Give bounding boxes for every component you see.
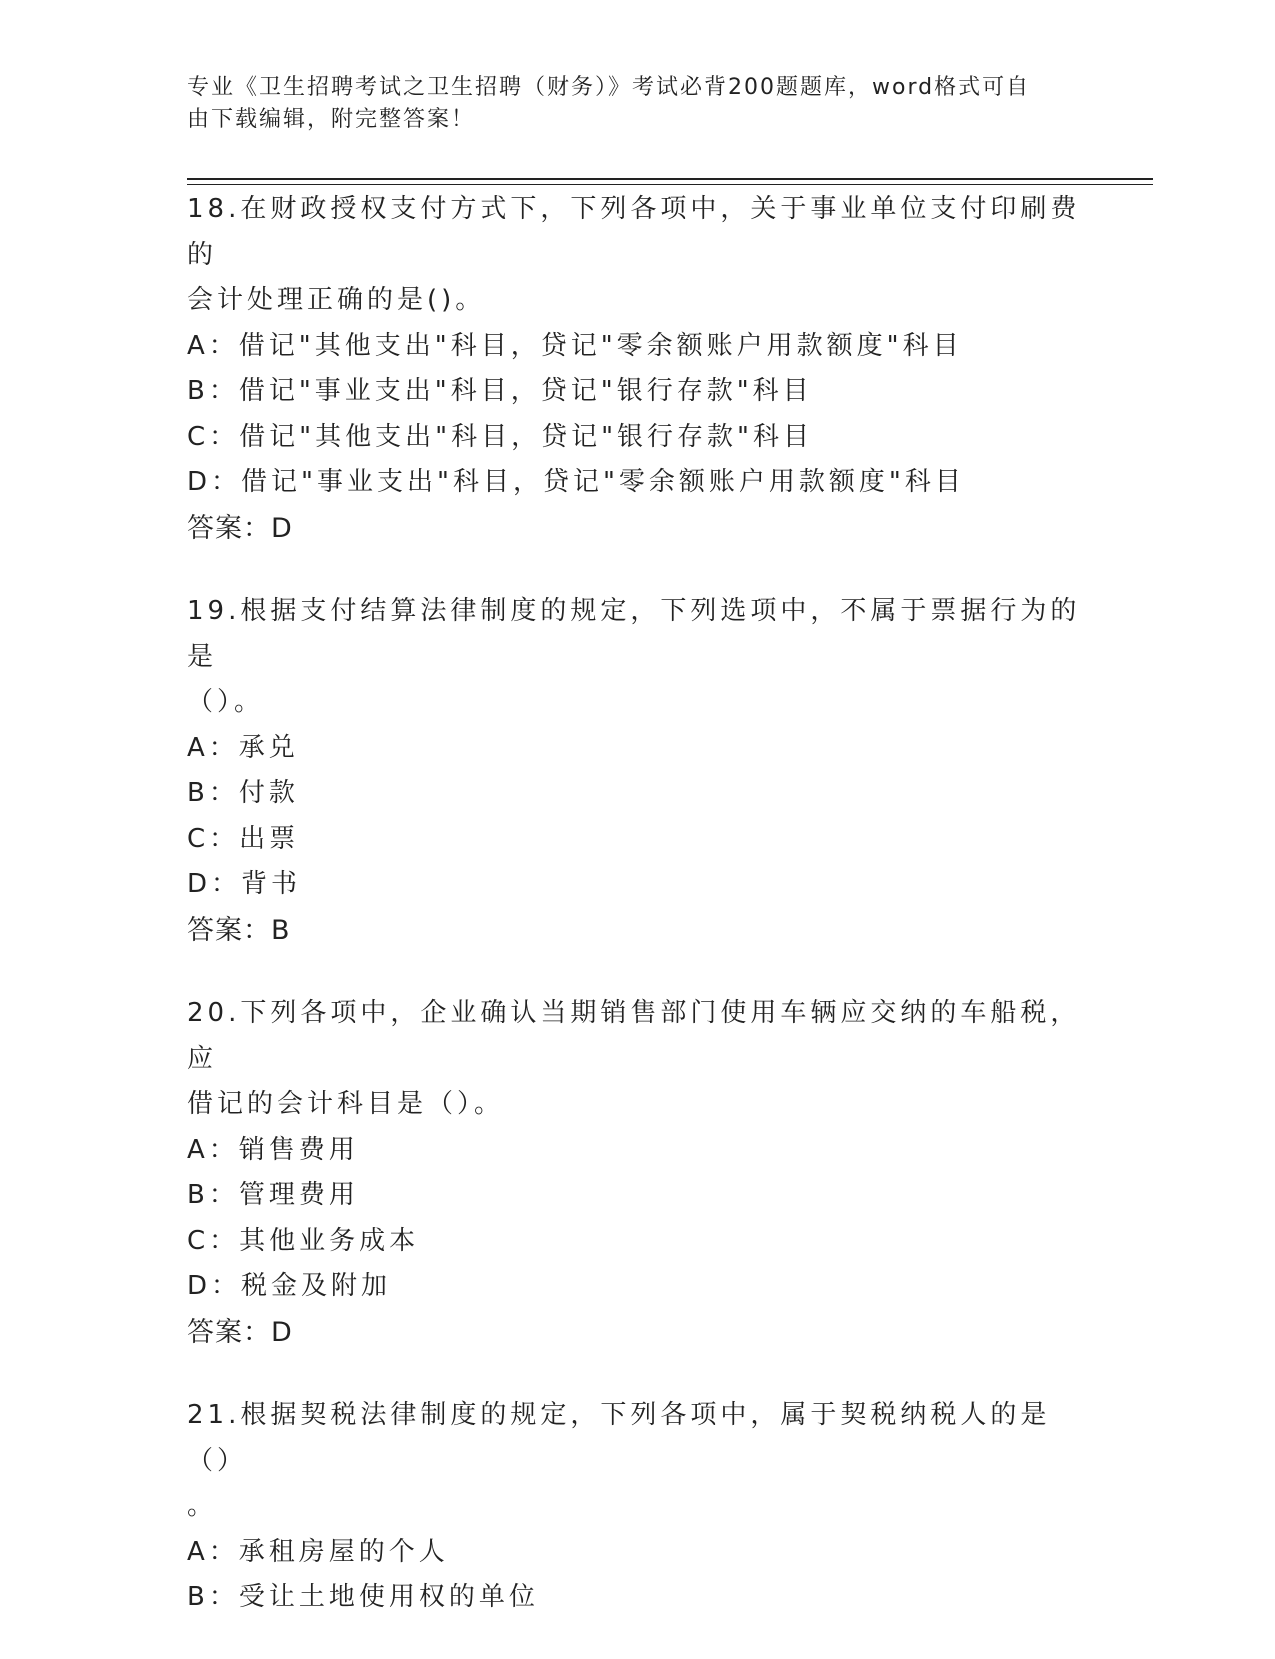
option-b: B：管理费用 bbox=[187, 1180, 359, 1210]
question-20 bbox=[187, 991, 1087, 1355]
header-divider-thick bbox=[187, 178, 1153, 180]
option-d: D：税金及附加 bbox=[187, 1271, 392, 1301]
question-stem-line: 18.在财政授权支付方式下，下列各项中，关于事业单位支付印刷费的 bbox=[187, 194, 1081, 270]
option-d: D：借记"事业支出"科目，贷记"零余额账户用款额度"科目 bbox=[187, 467, 965, 497]
question-stem-line: 21.根据契税法律制度的规定，下列各项中，属于契税纳税人的是（） bbox=[187, 1400, 1051, 1476]
question-stem bbox=[187, 991, 1087, 1128]
option-a: A：销售费用 bbox=[187, 1134, 359, 1165]
question-stem bbox=[187, 589, 1087, 726]
option-c: C：其他业务成本 bbox=[187, 1225, 420, 1256]
answer-line: 答案：D bbox=[187, 512, 293, 544]
question-18 bbox=[187, 187, 1087, 551]
header-line-1: 专业《卫生招聘考试之卫生招聘（财务）》考试必背200题题库，word格式可自 bbox=[187, 75, 1031, 100]
question-stem-line: 20.下列各项中，企业确认当期销售部门使用车辆应交纳的车船税，应 bbox=[187, 998, 1081, 1074]
question-list bbox=[187, 187, 1087, 1659]
option-c: C：出票 bbox=[187, 823, 300, 854]
answer-line: 答案：B bbox=[187, 914, 291, 946]
option-a: A：承租房屋的个人 bbox=[187, 1536, 449, 1567]
question-stem-line: （）。 bbox=[187, 687, 265, 717]
document-header bbox=[187, 72, 1067, 136]
option-b: B：付款 bbox=[187, 778, 299, 808]
question-stem-line: 。 bbox=[187, 1491, 218, 1521]
answer-line: 答案：D bbox=[187, 1316, 293, 1348]
header-divider-thin bbox=[187, 184, 1153, 185]
question-stem-line: 19.根据支付结算法律制度的规定，下列选项中，不属于票据行为的是 bbox=[187, 596, 1081, 672]
question-stem-line: 借记的会计科目是（）。 bbox=[187, 1089, 505, 1119]
option-b: B：受让土地使用权的单位 bbox=[187, 1582, 539, 1612]
question-19 bbox=[187, 589, 1087, 953]
question-stem-line: 会计处理正确的是()。 bbox=[187, 285, 486, 315]
question-stem bbox=[187, 187, 1087, 324]
option-a: A：借记"其他支出"科目，贷记"零余额账户用款额度"科目 bbox=[187, 330, 963, 361]
header-line-2: 由下载编辑，附完整答案！ bbox=[187, 107, 476, 132]
question-21 bbox=[187, 1393, 1087, 1621]
option-a: A：承兑 bbox=[187, 732, 299, 763]
option-d: D：背书 bbox=[187, 869, 302, 899]
option-c: C：借记"其他支出"科目，贷记"银行存款"科目 bbox=[187, 421, 813, 452]
question-stem bbox=[187, 1393, 1087, 1530]
option-b: B：借记"事业支出"科目，贷记"银行存款"科目 bbox=[187, 376, 813, 406]
